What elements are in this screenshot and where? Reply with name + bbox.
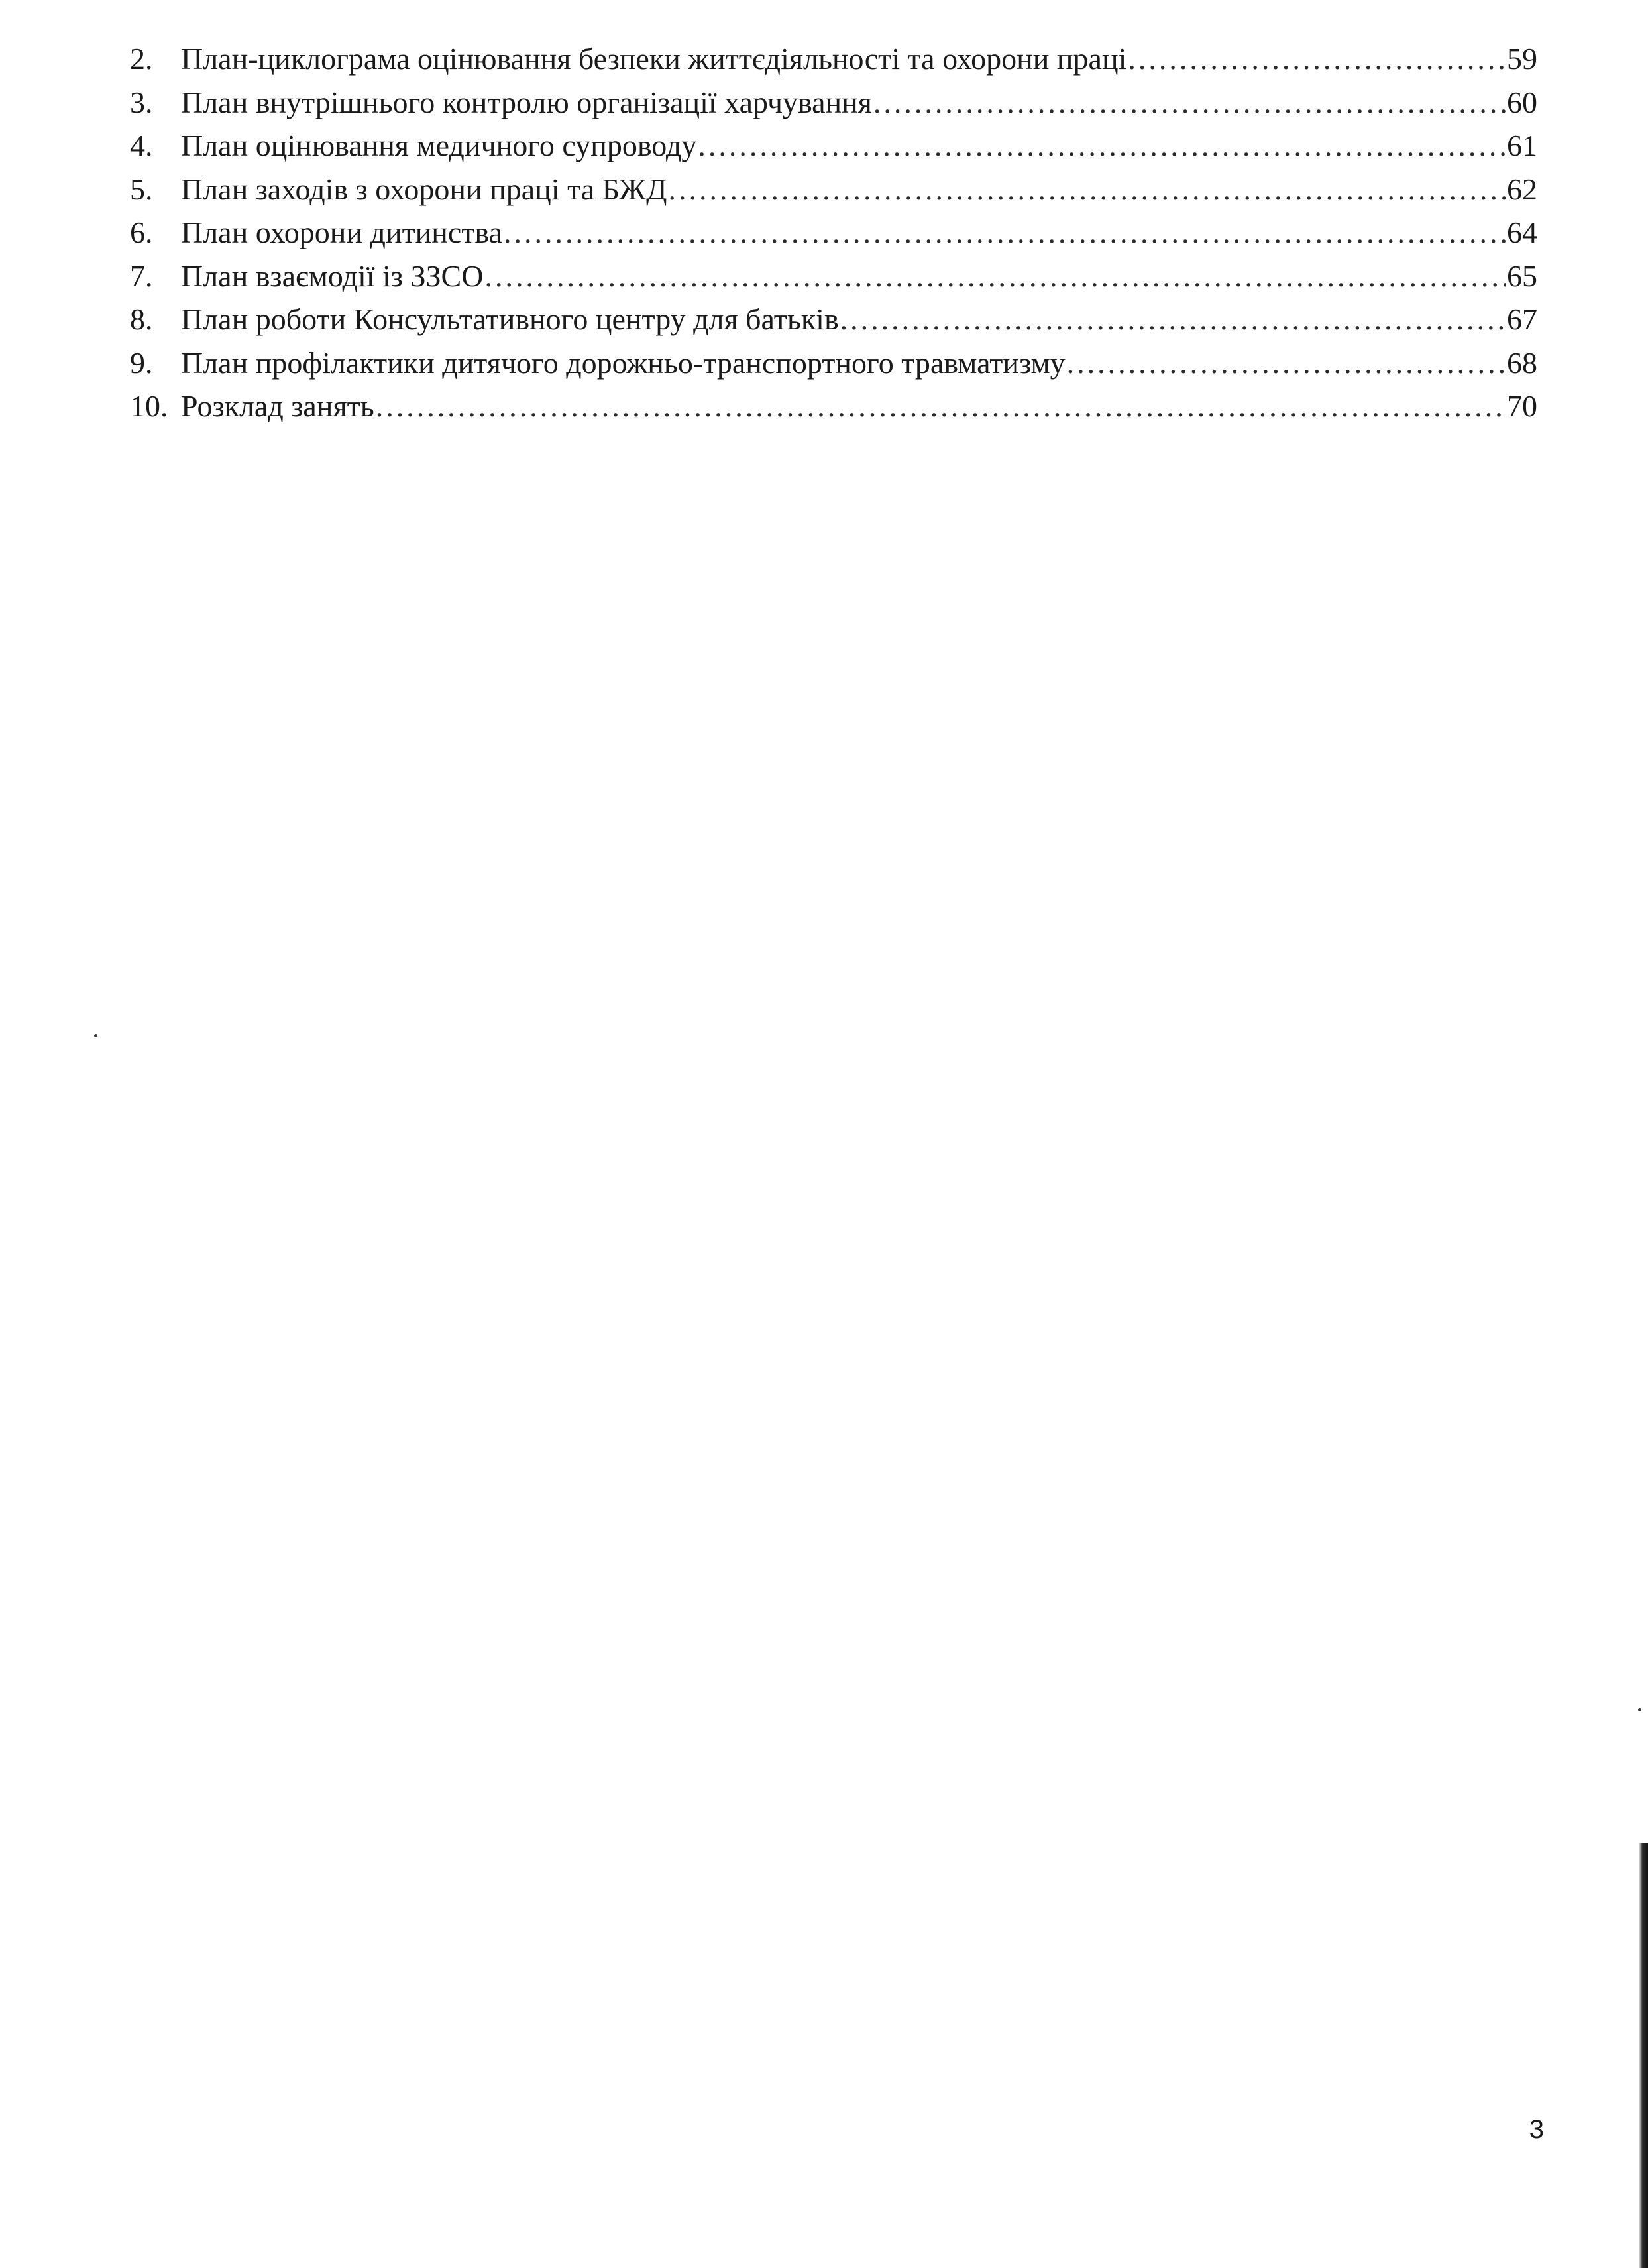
toc-entry-page: 61 [1507, 129, 1537, 162]
toc-entry [130, 341, 1537, 385]
toc-entry-title: План профілактики дитячого дорожньо-транспортного травматизму [181, 345, 1066, 380]
toc-entry-title: План охорони дитинства [181, 215, 502, 249]
scan-edge-shadow [1639, 1843, 1648, 2268]
toc-dot-leader [698, 124, 1506, 168]
toc-dot-leader [1128, 37, 1506, 81]
scan-speck [94, 1034, 97, 1037]
table-of-contents [130, 37, 1537, 428]
toc-entry [130, 81, 1537, 125]
toc-dot-leader [484, 255, 1506, 298]
toc-entry-number: 9. [130, 345, 153, 380]
toc-entry [130, 255, 1537, 298]
toc-entry-number: 8. [130, 302, 153, 336]
toc-dot-leader [504, 211, 1506, 255]
toc-entry [130, 384, 1537, 428]
toc-entry-number: 3. [130, 85, 153, 119]
toc-entry-title: План оцінювання медичного супроводу [181, 129, 697, 162]
toc-entry-page: 65 [1507, 258, 1537, 293]
toc-dot-leader [1067, 341, 1506, 385]
toc-entry-page: 59 [1507, 42, 1537, 76]
toc-dot-leader [873, 81, 1506, 125]
toc-entry-title: План внутрішнього контролю організації харчування [181, 85, 872, 119]
page-number: 3 [1529, 2115, 1544, 2144]
toc-dot-leader [669, 168, 1506, 211]
toc-entry [130, 37, 1537, 81]
toc-entry-number: 2. [130, 42, 153, 76]
scan-speck [1638, 1708, 1641, 1711]
toc-dot-leader [376, 384, 1506, 428]
toc-entry-page: 68 [1507, 345, 1537, 380]
toc-entry-number: 4. [130, 129, 153, 162]
toc-entry-title: План заходів з охорони праці та БЖД [181, 172, 667, 206]
toc-entry [130, 124, 1537, 168]
toc-entry-page: 67 [1507, 302, 1537, 336]
toc-entry-title: Розклад занять [181, 389, 374, 423]
toc-entry-page: 70 [1507, 389, 1537, 423]
toc-entry-page: 62 [1507, 172, 1537, 206]
toc-entry-page: 64 [1507, 215, 1537, 249]
toc-entry-number: 6. [130, 215, 153, 249]
toc-entry [130, 298, 1537, 341]
toc-entry [130, 211, 1537, 255]
toc-entry-title: План роботи Консультативного центру для батьків [181, 302, 839, 336]
toc-entry-title: План-циклограма оцінювання безпеки життєдіяльності та охорони праці [181, 42, 1127, 76]
toc-entry-title: План взаємодії із ЗЗСО [181, 258, 484, 293]
toc-entry-number: 7. [130, 258, 153, 293]
toc-entry [130, 168, 1537, 211]
toc-entry-number: 10. [130, 389, 168, 423]
toc-dot-leader [840, 298, 1506, 341]
toc-entry-page: 60 [1507, 85, 1537, 119]
toc-entry-number: 5. [130, 172, 153, 206]
